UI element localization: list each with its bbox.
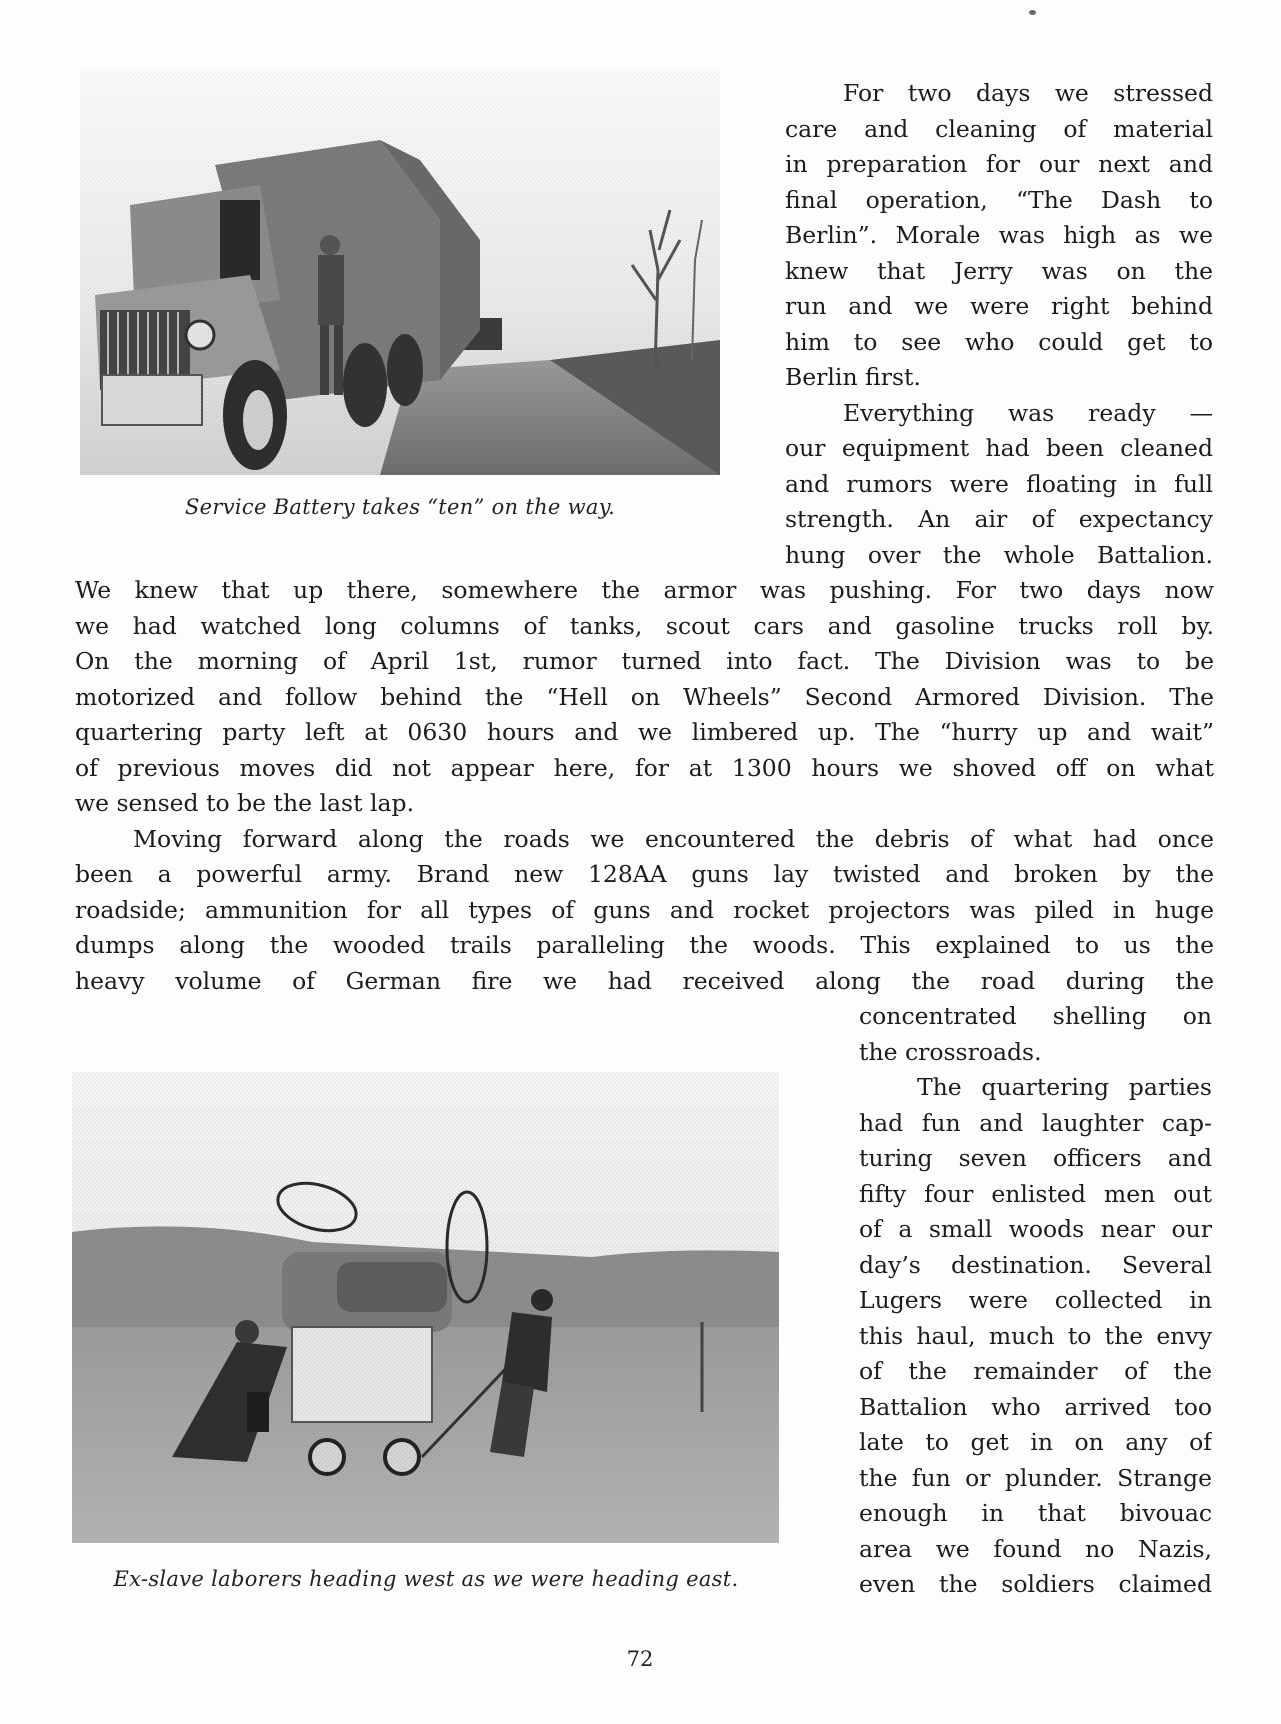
text-line: quartering party left at 0630 hours and we limbered up. The “hurry up and wait”	[75, 718, 1214, 746]
text-line: our equipment had been cleaned	[785, 434, 1213, 462]
text-line: we sensed to be the last lap.	[75, 789, 415, 817]
text-line: and rumors were floating in full	[785, 469, 1213, 498]
photo-caption-truck: Service Battery takes “ten” on the way.	[184, 495, 616, 519]
text-line: On the morning of April 1st, rumor turned into fact. The Division was to be	[75, 647, 1214, 675]
text-line: him to see who could get to	[785, 327, 1213, 356]
text-line: knew that Jerry was on the	[785, 256, 1213, 285]
text-line: the fun or plunder. Strange	[859, 1463, 1212, 1492]
text-line: Berlin first.	[785, 363, 921, 391]
text-line: been a powerful army. Brand new 128AA guns lay twisted and broken by the	[75, 860, 1214, 888]
text-line: The quartering parties	[917, 1073, 1212, 1101]
text-line: turing seven officers and	[859, 1144, 1212, 1172]
text-line: We knew that up there, somewhere the armor was pushing. For two days now	[75, 576, 1214, 604]
text-line: heavy volume of German fire we had received along the road during the	[75, 966, 1214, 995]
text-line: the crossroads.	[859, 1037, 1042, 1066]
photo-caption-laborers: Ex-slave laborers heading west as we were heading east.	[113, 1567, 739, 1591]
text-line: For two days we stressed	[843, 79, 1213, 107]
truck-photo-icon	[80, 70, 720, 475]
text-line: of a small woods near our	[859, 1215, 1212, 1243]
text-line: we had watched long columns of tanks, scout cars and gasoline trucks roll by.	[75, 611, 1214, 640]
text-line: day’s destination. Several	[859, 1250, 1212, 1279]
right-column-top-text	[785, 76, 1213, 573]
text-line: Moving forward along the roads we encountered the debris of what had once	[133, 824, 1214, 853]
photo-service-battery-truck	[80, 70, 720, 475]
text-line: Berlin”. Morale was high as we	[785, 221, 1213, 249]
text-line: strength. An air of expectancy	[785, 505, 1213, 533]
text-line: care and cleaning of material	[785, 114, 1213, 143]
full-width-text	[75, 573, 1214, 999]
text-line: fifty four enlisted men out	[859, 1179, 1212, 1208]
text-line: in preparation for our next and	[785, 150, 1213, 178]
text-line: hung over the whole Battalion.	[785, 540, 1213, 569]
text-line: Lugers were collected in	[859, 1286, 1212, 1314]
text-line: of the remainder of the	[859, 1357, 1212, 1385]
print-speck	[1029, 10, 1036, 15]
text-line: of previous moves did not appear here, for at 1300 hours we shoved off on what	[75, 753, 1214, 782]
text-line: area we found no Nazis,	[859, 1534, 1212, 1563]
photo-ex-slave-laborers	[72, 1072, 779, 1543]
text-line: motorized and follow behind the “Hell on Wheels” Second Armored Division. The	[75, 682, 1214, 711]
text-line: run and we were right behind	[785, 292, 1213, 320]
right-column-bottom-text	[859, 999, 1212, 1603]
text-line: dumps along the wooded trails paralleling the woods. This explained to us the	[75, 931, 1214, 959]
text-line: late to get in on any of	[859, 1428, 1212, 1456]
text-line: even the soldiers claimed	[859, 1570, 1212, 1598]
text-line: concentrated shelling on	[859, 1002, 1212, 1030]
laborers-photo-icon	[72, 1072, 779, 1543]
text-line: final operation, “The Dash to	[785, 185, 1213, 214]
text-line: this haul, much to the envy	[859, 1321, 1212, 1350]
text-line: roadside; ammunition for all types of guns and rocket projectors was piled in huge	[75, 895, 1214, 924]
page-number: 72	[626, 1647, 654, 1671]
text-line: Everything was ready —	[843, 398, 1213, 427]
text-line: enough in that bivouac	[859, 1499, 1212, 1527]
text-line: had fun and laughter cap-	[859, 1108, 1212, 1137]
text-line: Battalion who arrived too	[859, 1392, 1212, 1421]
